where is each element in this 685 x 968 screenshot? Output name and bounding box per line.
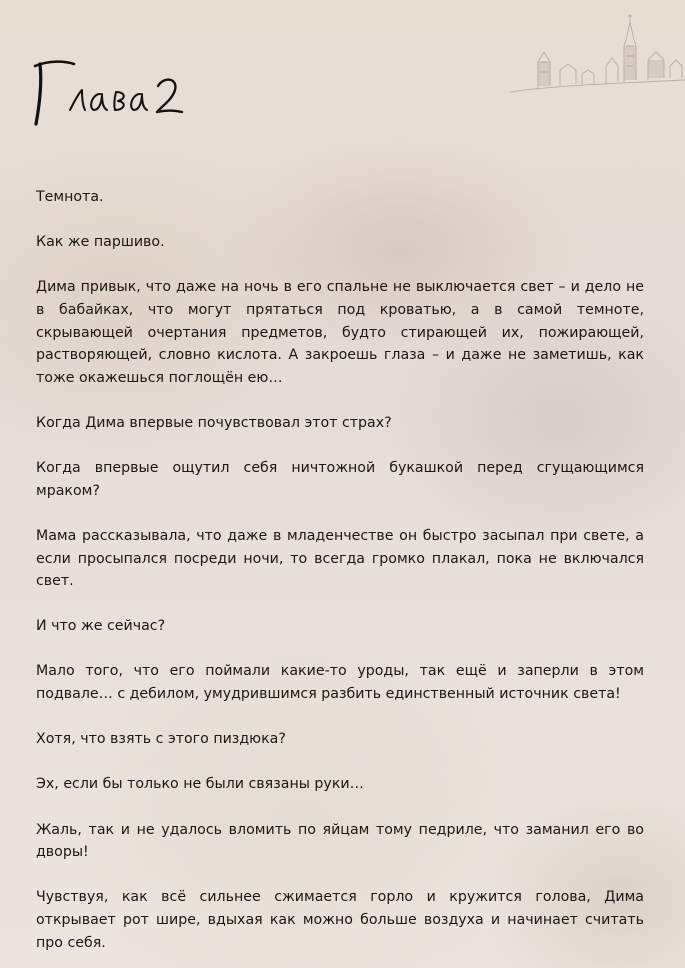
paragraph: Эх, если бы только не были связаны руки… [36,776,364,793]
paragraph: Мама рассказывала, что даже в младенчестве он быстро засыпал при свете, а если просыпался посреди ночи, то всегда громко плакал, пока не включался свет. [36,527,644,590]
paragraph: Как же паршиво. [36,234,165,251]
chapter-title [30,52,190,132]
paragraph: Когда Дима впервые почувствовал этот страх? [36,414,392,431]
paragraph: Чувствуя, как всё сильнее сжимается горло и кружится голова, Дима открывает рот шире, вдыхая как можно больше воздуха и начинает считать про себя. [36,889,644,951]
paragraph: Жаль, так и не удалось вломить по яйцам тому педриле, что заманил его во дворы! [36,821,644,861]
paragraph: Темнота. [36,189,104,205]
paragraph: Дима привык, что даже на ночь в его спальне не выключается свет – и дело не в бабайках, что могут прятаться под кроватью, а в самой темноте, скрывающей очертания предметов, будто стирающей их, пожирающей, растворяющей, словно кислота. А закроешь глаза – и даже не заметишь, как тоже окажешься поглощён ею… [36,279,644,386]
paragraph: Когда впервые ощутил себя ничтожной букашкой перед сгущающимся мраком? [36,460,644,499]
paragraph: Мало того, что его поймали какие-то уроды, так ещё и заперли в этом подвале… с дебилом, умудрившимся разбить единственный источник света! [36,663,644,703]
paragraph: И что же сейчас? [36,618,166,635]
chapter-text [36,186,644,968]
kremlin-sketch-illustration [510,0,685,110]
paragraph: Хотя, что взять с этого пиздюка? [36,731,286,748]
